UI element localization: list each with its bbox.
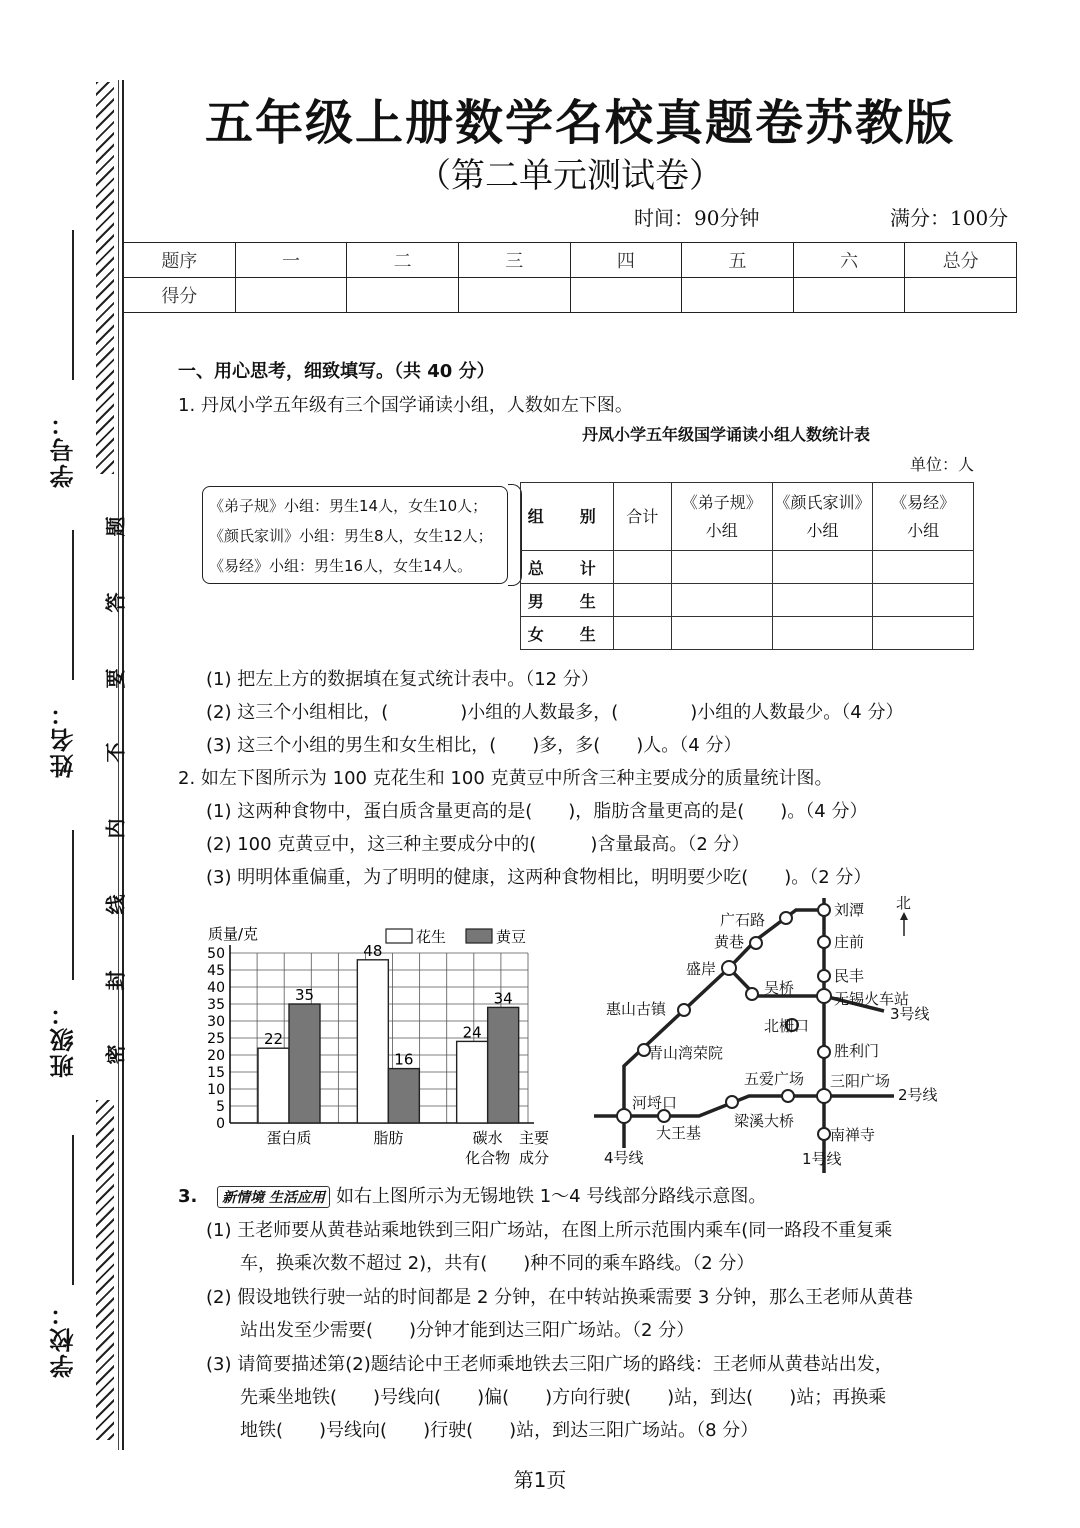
score-cell: 四 [570,243,682,278]
seal-char: 密 [103,1044,128,1065]
y-tick-label: 30 [207,1014,225,1030]
score-input-cell[interactable] [793,278,905,313]
field-student-number: 学号： [49,410,78,488]
bar-chart [198,915,568,1175]
stat-header-dizigui: 《弟子规》 小组 [671,483,772,551]
stat-input-cell[interactable] [772,551,873,584]
stat-input-cell[interactable] [671,551,772,584]
page-subtitle: （第二单元测试卷） [417,156,723,196]
station-label: 青山湾荣院 [648,1044,724,1062]
score-table-header-row [124,243,1017,278]
line-label: 4号线 [604,1149,644,1167]
q1-sub2: (2) 这三个小组相比，( )小组的人数最多，( )小组的人数最少。（4 分） [206,702,904,723]
data-box-line: 《弟子规》小组：男生14人，女生10人； [209,497,488,515]
field-school: 学校： [49,1300,78,1378]
station-label: 梁溪大桥 [734,1112,795,1130]
x-category-label: 化合物 [465,1149,511,1167]
time-info: 时间：90分钟 [634,206,760,230]
score-input-cell[interactable] [458,278,570,313]
bar-data-label: 22 [263,1030,284,1049]
q3-sub2-a: (2) 假设地铁行驶一站的时间都是 2 分钟，在中转站换乘需要 3 分钟，那么王老师从黄巷 [206,1287,914,1308]
north-label: 北 [896,894,912,912]
new-context-badge: 新情境 生活应用 [217,1186,330,1208]
bar [457,1041,488,1123]
stat-input-cell[interactable] [613,584,671,617]
y-tick-label: 15 [207,1065,225,1081]
full-score-info: 满分：100分 [890,206,1009,230]
seal-char: 封 [103,970,128,991]
bar-data-label: 48 [363,941,383,960]
q1-table-unit: 单位：人 [910,455,975,474]
score-cell: 题序 [124,243,236,278]
y-tick-label: 20 [207,1048,225,1064]
stat-row-total [521,551,974,584]
binding-strip [0,0,130,1528]
line-label: 1号线 [802,1150,842,1168]
y-axis-label: 质量/克 [208,925,259,943]
stat-header-total: 合计 [613,483,671,551]
score-cell: 三 [458,243,570,278]
stat-input-cell[interactable] [873,584,974,617]
stat-input-cell[interactable] [772,584,873,617]
bar [258,1048,289,1123]
q3-sub3-c: 地铁( )号线向( )行驶( )站，到达三阳广场站。（8 分） [240,1420,759,1441]
legend-entry: 黄豆 [496,928,527,946]
q3-text: 如右上图所示为无锡地铁 1～4 号线部分路线示意图。 [335,1186,767,1207]
y-tick-label: 35 [207,997,225,1013]
score-input-cell[interactable] [347,278,459,313]
seal-char: 答 [103,592,128,613]
bar-data-label: 16 [394,1050,414,1069]
bar [488,1007,519,1123]
score-cell: 一 [235,243,347,278]
q1-sub1: (1) 把左上方的数据填在复式统计表中。（12 分） [206,669,599,690]
station-label: 大王基 [656,1124,702,1142]
score-cell: 六 [793,243,905,278]
field-line-class[interactable] [72,830,74,980]
y-tick-label: 40 [207,980,225,996]
q3-sub2-b: 站出发至少需要( )分钟才能到达三阳广场站。（2 分） [240,1320,695,1341]
station-label: 庄前 [834,933,865,951]
line-label: 2号线 [898,1086,938,1104]
q2-sub1: (1) 这两种食物中，蛋白质含量更高的是( )，脂肪含量更高的是( )。（4 分） [206,801,868,822]
page-number: 第1页 [513,1468,567,1492]
stat-input-cell[interactable] [873,617,974,650]
q1-sub3: (3) 这三个小组的男生和女生相比，( )多，多( )人。（4 分） [206,735,742,756]
q3-sub3-a: (3) 请简要描述第(2)题结论中王老师乘地铁去三阳广场的路线：王老师从黄巷站出发， [206,1354,893,1375]
score-table [123,242,1017,313]
field-line-school[interactable] [72,1135,74,1285]
q2-sub3: (3) 明明体重偏重，为了明明的健康，这两种食物相比，明明要少吃( )。（2 分） [206,867,872,888]
legend-entry: 花生 [416,928,447,946]
station-label: 胜利门 [834,1042,880,1060]
line-label: 3号线 [890,1005,930,1023]
field-class: 班级： [49,1000,78,1078]
station-label: 盛岸 [686,960,717,978]
score-input-cell[interactable] [682,278,794,313]
q3-number: 3. [178,1186,198,1207]
station-label: 五爱广场 [744,1070,805,1088]
bar-data-label: 35 [294,986,315,1004]
score-cell: 总分 [905,243,1017,278]
station-label: 无锡火车站 [834,990,910,1008]
score-input-cell[interactable] [235,278,347,313]
y-tick-label: 5 [216,1099,225,1115]
stat-row-label: 总 计 [521,551,614,584]
q1-text: 1. 丹凤小学五年级有三个国学诵读小组，人数如左下图。 [178,395,633,416]
q1-stat-table [520,482,974,650]
station-label: 刘潭 [834,901,865,919]
north-arrow-icon [900,912,908,936]
bar [388,1069,419,1123]
x-category-label: 蛋白质 [266,1129,312,1147]
stat-row-boys [521,584,974,617]
hatch-pattern-bottom [96,1100,114,1440]
stat-header-yanshi: 《颜氏家训》 小组 [772,483,873,551]
binding-line-inner [118,80,119,1450]
bar-data-label: 34 [493,989,513,1008]
stat-row-girls [521,617,974,650]
station-label: 吴桥 [764,979,795,997]
x-category-label: 碳水 [472,1129,503,1147]
station-label: 南禅寺 [830,1126,876,1144]
bar [357,960,388,1123]
metro-map [584,888,964,1178]
station-label: 惠山古镇 [606,1000,667,1018]
bar-data-label: 24 [462,1023,482,1042]
q2-sub2: (2) 100 克黄豆中，这三种主要成分中的( )含量最高。（2 分） [206,834,750,855]
stat-input-cell[interactable] [873,551,974,584]
stat-header-yijing: 《易经》 小组 [873,483,974,551]
station-label: 民丰 [834,967,865,985]
seal-char: 不 [103,742,128,763]
stat-row-label: 女 生 [521,617,614,650]
page-title: 五年级上册数学名校真题卷苏教版 [204,95,955,151]
stat-header-row [521,483,974,551]
field-line-student-number[interactable] [72,230,74,380]
seal-char: 线 [103,894,128,915]
section-heading: 一、用心思考，细致填写。（共 40 分） [178,361,495,382]
seal-char: 题 [103,516,128,537]
q3-sub1-a: (1) 王老师要从黄巷站乘地铁到三阳广场站，在图上所示范围内乘车(同一路段不重复乘 [206,1220,893,1241]
score-cell: 五 [682,243,794,278]
stat-input-cell[interactable] [671,584,772,617]
score-input-cell[interactable] [905,278,1017,313]
score-table-score-row [124,278,1017,313]
y-tick-label: 25 [207,1031,225,1047]
legend-swatch [386,929,412,943]
field-name: 姓名： [49,700,78,778]
seal-char: 要 [103,668,128,689]
stat-input-cell[interactable] [613,617,671,650]
q2-text: 2. 如左下图所示为 100 克花生和 100 克黄豆中所含三种主要成分的质量统计图。 [178,768,833,789]
station-label: 广石路 [720,911,766,929]
y-tick-label: 10 [207,1082,225,1098]
q1-table-title: 丹凤小学五年级国学诵读小组人数统计表 [582,425,871,444]
station-label: 河埒口 [632,1094,678,1112]
x-axis-label: 成分 [518,1149,550,1167]
bar [289,1004,320,1123]
y-tick-label: 45 [207,963,225,979]
q3-sub1-b: 车，换乘次数不超过 2)，共有( )种不同的乘车路线。（2 分） [240,1253,755,1274]
q3-line [178,1182,766,1208]
stat-row-label: 男 生 [521,584,614,617]
data-box-line: 《颜氏家训》小组：男生8人，女生12人； [209,527,493,545]
x-axis-label: 主要 [518,1129,550,1147]
station-label: 三阳广场 [830,1072,891,1090]
x-category-label: 脂肪 [373,1129,404,1147]
seal-char: 内 [103,818,128,839]
score-cell: 得分 [124,278,236,313]
stat-input-cell[interactable] [671,617,772,650]
legend-swatch [466,929,492,943]
q3-sub3-b: 先乘坐地铁( )号线向( )偏( )方向行驶( )站，到达( )站；再换乘 [240,1387,887,1408]
stat-header-group: 组 别 [521,483,614,551]
station-label: 北栅口 [764,1017,810,1035]
stat-input-cell[interactable] [772,617,873,650]
q1-data-box [202,486,508,584]
hatch-pattern-top [96,82,114,474]
score-input-cell[interactable] [570,278,682,313]
field-line-name[interactable] [72,530,74,680]
score-cell: 二 [347,243,459,278]
data-box-line: 《易经》小组：男生16人，女生14人。 [209,557,473,575]
y-tick-label: 0 [216,1116,225,1132]
stat-input-cell[interactable] [613,551,671,584]
y-tick-label: 50 [207,946,225,962]
station-label: 黄巷 [714,933,745,951]
